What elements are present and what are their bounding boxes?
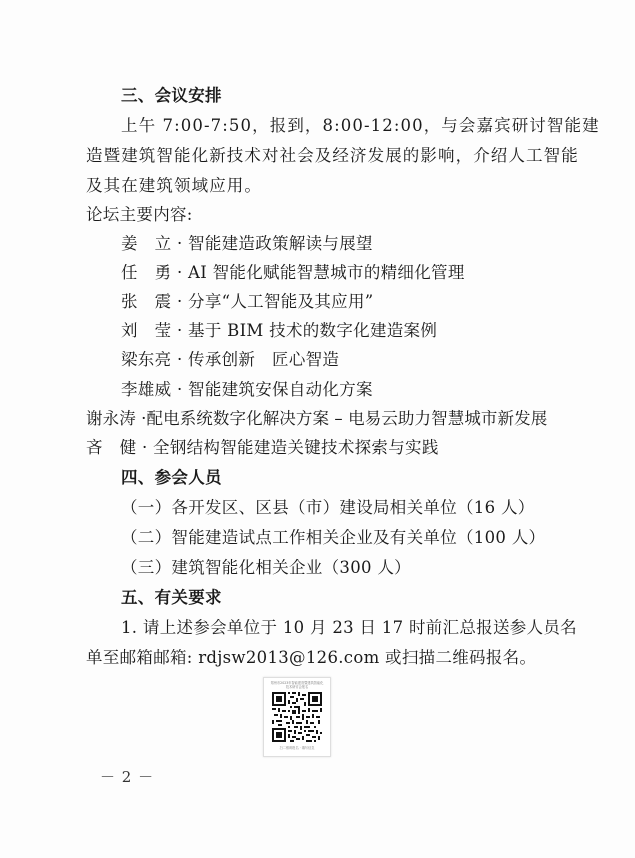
speaker-item: 李雄威 · 智能建筑安保自动化方案 (121, 380, 373, 399)
section4-heading: 四、参会人员 (121, 468, 222, 487)
attendee-item: （一）各开发区、区县（市）建设局相关单位（16 人） (121, 498, 535, 517)
qr-caption-top1: 郑州市2023年智能建造暨建筑智能化 (270, 681, 324, 685)
requirement-line2: 单至邮箱邮箱: rdjsw2013@126.com 或扫描二维码报名。 (86, 648, 537, 667)
section3-paragraph-line3: 及其在建筑领域应用。 (86, 176, 262, 195)
forum-content-label: 论坛主要内容: (86, 205, 193, 224)
page-number: － 2 － (100, 768, 155, 786)
qr-caption-bottom: 扫二维码报名 · 填写信息 (279, 746, 315, 750)
requirement-line1: 1. 请上述参会单位于 10 月 23 日 17 时前汇总报送参人员名 (121, 618, 577, 637)
speaker-item: 张 震 · 分享“人工智能及其应用” (121, 292, 374, 311)
speaker-item: 吝 健 · 全钢结构智能建造关键技术探索与实践 (86, 438, 439, 457)
qr-code-icon[interactable] (272, 692, 322, 742)
speaker-item: 刘 莹 · 基于 BIM 技术的数字化建造案例 (121, 321, 438, 340)
qr-caption-top2: 技术研讨会报名 (285, 685, 309, 689)
section3-paragraph-line2: 造暨建筑智能化新技术对社会及经济发展的影响，介绍人工智能 (86, 146, 579, 165)
speaker-item: 梁东亮 · 传承创新 匠心智造 (121, 350, 340, 369)
attendee-item: （二）智能建造试点工作相关企业及有关单位（100 人） (121, 528, 546, 547)
section3-heading: 三、会议安排 (121, 86, 222, 105)
attendee-item: （三）建筑智能化相关企业（300 人） (121, 558, 411, 577)
qr-code-card[interactable] (263, 677, 331, 757)
speaker-item: 谢永涛 ·配电系统数字化解决方案 – 电易云助力智慧城市新发展 (86, 409, 548, 428)
speaker-item: 任 勇 · AI 智能化赋能智慧城市的精细化管理 (121, 263, 465, 282)
section5-heading: 五、有关要求 (121, 588, 222, 607)
speaker-item: 姜 立 · 智能建造政策解读与展望 (121, 234, 373, 253)
section3-paragraph-line1: 上午 7:00-7:50，报到，8:00-12:00，与会嘉宾研讨智能建 (121, 116, 600, 135)
